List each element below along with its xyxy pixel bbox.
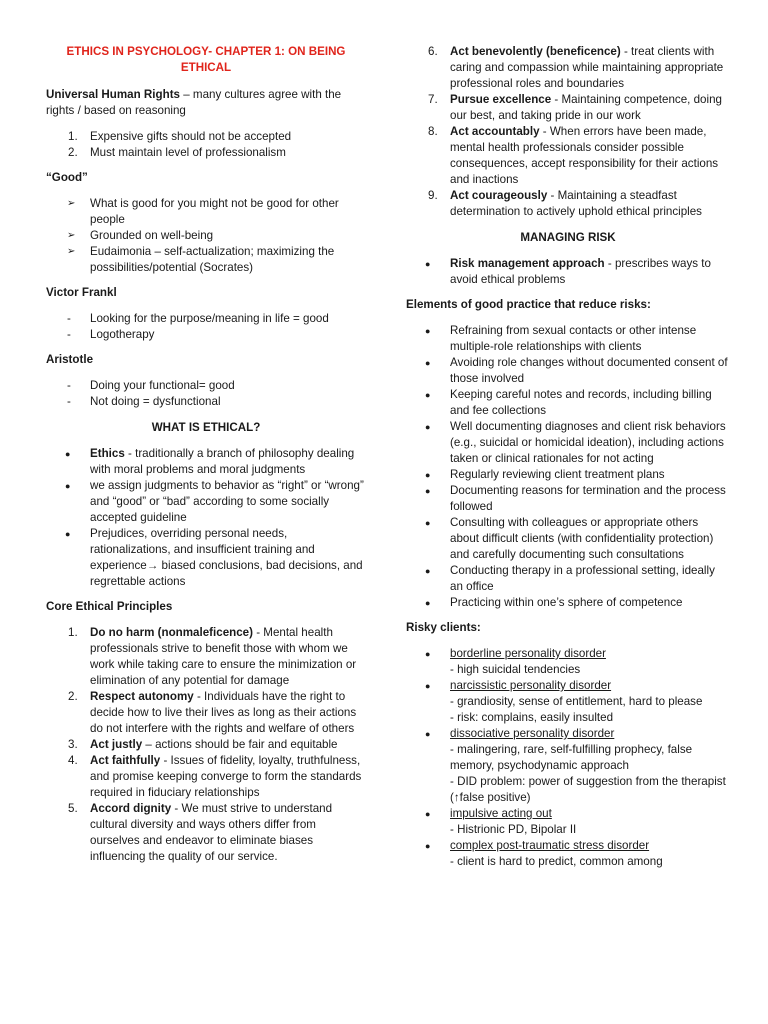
arrow-bullet-icon: ➢	[67, 246, 76, 257]
list-item: 1. Do no harm (nonmaleficence) - Mental health professionals strive to benefit those with whom we work while taking care to ensure the minimization or elimination of any potential for damage	[68, 626, 357, 687]
list-item: 4. Act faithfully - Issues of fidelity, loyalty, truthfulness, and promise keeping converge to form the standards required in fiduciary relationships	[68, 754, 362, 799]
list-item: ● narcissistic personality disorder - grandiosity, sense of entitlement, hard to please - risk: complains, easily insulted	[425, 679, 703, 724]
list-item: 1. Expensive gifts should not be accepted	[68, 130, 292, 143]
list-item: ● Avoiding role changes without documented consent of those involved	[425, 356, 728, 385]
arrow-bullet-icon: ➢	[67, 198, 76, 209]
page-title: ETHICS IN PSYCHOLOGY- CHAPTER 1: ON BEING ETHICAL	[66, 45, 346, 74]
frankl-list	[46, 311, 366, 343]
good-list	[46, 196, 366, 276]
list-item: ● Consulting with colleagues or appropriate others about difficult clients (with confidentiality protection) and carefully documenting such consultations	[425, 516, 714, 561]
list-item: ● complex post-traumatic stress disorder - client is hard to predict, common among	[425, 839, 663, 868]
bullet-icon: ●	[425, 358, 431, 368]
bullet-icon: ●	[425, 649, 431, 659]
bullet-icon: ●	[425, 518, 431, 528]
list-item: - Looking for the purpose/meaning in life = good	[67, 312, 329, 325]
bullet-icon: ●	[425, 259, 431, 269]
what-is-ethical-heading: WHAT IS ETHICAL?	[151, 421, 261, 434]
bullet-icon: ●	[425, 809, 431, 819]
list-item: - Doing your functional= good	[67, 379, 235, 392]
bullet-icon: ●	[425, 390, 431, 400]
bullet-icon: ●	[65, 481, 71, 491]
dash-marker: -	[67, 379, 71, 392]
dash-marker: -	[67, 395, 71, 408]
bullet-icon: ●	[425, 681, 431, 691]
list-item: - Not doing = dysfunctional	[67, 395, 221, 408]
list-item: ● we assign judgments to behavior as “right” or “wrong” and “good” or “bad” according to some socially accepted guideline	[65, 479, 364, 524]
right-column	[406, 0, 730, 879]
list-number: 4.	[68, 754, 78, 767]
left-column	[46, 0, 366, 874]
list-number: 6.	[428, 45, 438, 58]
core-principles-heading: Core Ethical Principles	[46, 600, 173, 613]
list-item: 2. Respect autonomy - Individuals have the right to decide how to live their lives as long as their actions do not interfere with the rights and welfare of others	[68, 690, 357, 735]
bullet-icon: ●	[425, 566, 431, 576]
list-number: 9.	[428, 189, 438, 202]
bullet-icon: ●	[425, 486, 431, 496]
risky-clients-list	[406, 646, 730, 870]
list-item: ● Documenting reasons for termination and the process followed	[425, 484, 726, 513]
list-item: ● Prejudices, overriding personal needs, rationalizations, and insufficient training and experience→ biased conclusions, bad decisions, and regrettable actions	[65, 527, 363, 588]
list-item: 7. Pursue excellence - Maintaining competence, doing our best, and taking pride in our work	[428, 93, 722, 122]
list-item: ● Risk management approach - prescribes ways to avoid ethical problems	[425, 257, 711, 286]
list-number: 1.	[68, 626, 78, 639]
aristotle-heading: Aristotle	[46, 353, 94, 366]
bullet-icon: ●	[65, 449, 71, 459]
list-item: ● Refraining from sexual contacts or other intense multiple-role relationships with clients	[425, 324, 697, 353]
list-item: ● Ethics - traditionally a branch of philosophy dealing with moral problems and moral judgments	[65, 447, 355, 476]
list-item: ● dissociative personality disorder - malingering, rare, self-fulfilling prophecy, false memory, psychodynamic approach - DID problem: power of suggestion from the therapist (↑false positive)	[425, 727, 726, 804]
bullet-icon: ●	[425, 841, 431, 851]
managing-risk-heading: MANAGING RISK	[520, 231, 616, 244]
risky-clients-heading: Risky clients:	[406, 621, 481, 634]
good-heading: “Good”	[46, 171, 88, 184]
universal-rights-term: Universal Human Rights	[46, 88, 181, 101]
list-item: ● Well documenting diagnoses and client risk behaviors (e.g., suicidal or homicidal ideation), including actions taken or clinical rationales for not acting	[425, 420, 726, 465]
list-item: ● Practicing within one’s sphere of competence	[425, 596, 683, 609]
list-item: ➢ Grounded on well-being	[67, 229, 214, 242]
list-item: 5. Accord dignity - We must strive to understand cultural diversity and ways others differ from ourselves and endeavor to eliminate biases influencing the quality of our service.	[68, 802, 333, 863]
list-item: ● Conducting therapy in a professional setting, ideally an office	[425, 564, 715, 593]
list-item: 6. Act benevolently (beneficence) - treat clients with caring and compassion while maintaining appropriate professional roles and boundaries	[428, 45, 724, 90]
elements-heading: Elements of good practice that reduce risks:	[406, 298, 651, 311]
ethical-list	[46, 446, 366, 590]
core-principles-list-part1	[46, 625, 366, 865]
universal-rights-desc: – many cultures agree with the rights / based on reasoning	[46, 88, 342, 117]
list-item: 8. Act accountably - When errors have been made, mental health professionals consider possible consequences, accept responsibility for their actions and inactions	[428, 125, 719, 186]
list-item: ● Regularly reviewing client treatment plans	[425, 468, 665, 481]
list-number: 2.	[68, 690, 78, 703]
list-item: ● borderline personality disorder - high suicidal tendencies	[425, 647, 606, 676]
list-item: ➢ What is good for you might not be good for other people	[67, 197, 339, 226]
list-number: 3.	[68, 738, 78, 751]
universal-rights-paragraph	[46, 87, 366, 119]
list-item: ➢ Eudaimonia – self-actualization; maximizing the possibilities/potential (Socrates)	[67, 245, 335, 274]
dash-marker: -	[67, 312, 71, 325]
arrow-bullet-icon: ➢	[67, 230, 76, 241]
core-principles-list-part2	[406, 44, 730, 220]
list-item: 2. Must maintain level of professionalism	[68, 146, 286, 159]
bullet-icon: ●	[425, 422, 431, 432]
universal-rights-list	[46, 129, 366, 161]
managing-risk-list	[406, 256, 730, 288]
dash-marker: -	[67, 328, 71, 341]
list-number: 1.	[68, 130, 78, 143]
frankl-heading: Victor Frankl	[46, 286, 117, 299]
aristotle-list	[46, 378, 366, 410]
bullet-icon: ●	[425, 326, 431, 336]
list-number: 5.	[68, 802, 78, 815]
bullet-icon: ●	[425, 598, 431, 608]
list-item: ● impulsive acting out - Histrionic PD, Bipolar II	[425, 807, 577, 836]
list-number: 8.	[428, 125, 438, 138]
list-item: ● Keeping careful notes and records, including billing and fee collections	[425, 388, 712, 417]
bullet-icon: ●	[425, 729, 431, 739]
list-item: 9. Act courageously - Maintaining a steadfast determination to actively uphold ethical principles	[428, 189, 702, 218]
bullet-icon: ●	[425, 470, 431, 480]
list-number: 7.	[428, 93, 438, 106]
bullet-icon: ●	[65, 529, 71, 539]
list-item: 3. Act justly – actions should be fair and equitable	[68, 738, 338, 751]
elements-list	[406, 323, 730, 611]
list-number: 2.	[68, 146, 78, 159]
list-item: - Logotherapy	[67, 328, 155, 341]
